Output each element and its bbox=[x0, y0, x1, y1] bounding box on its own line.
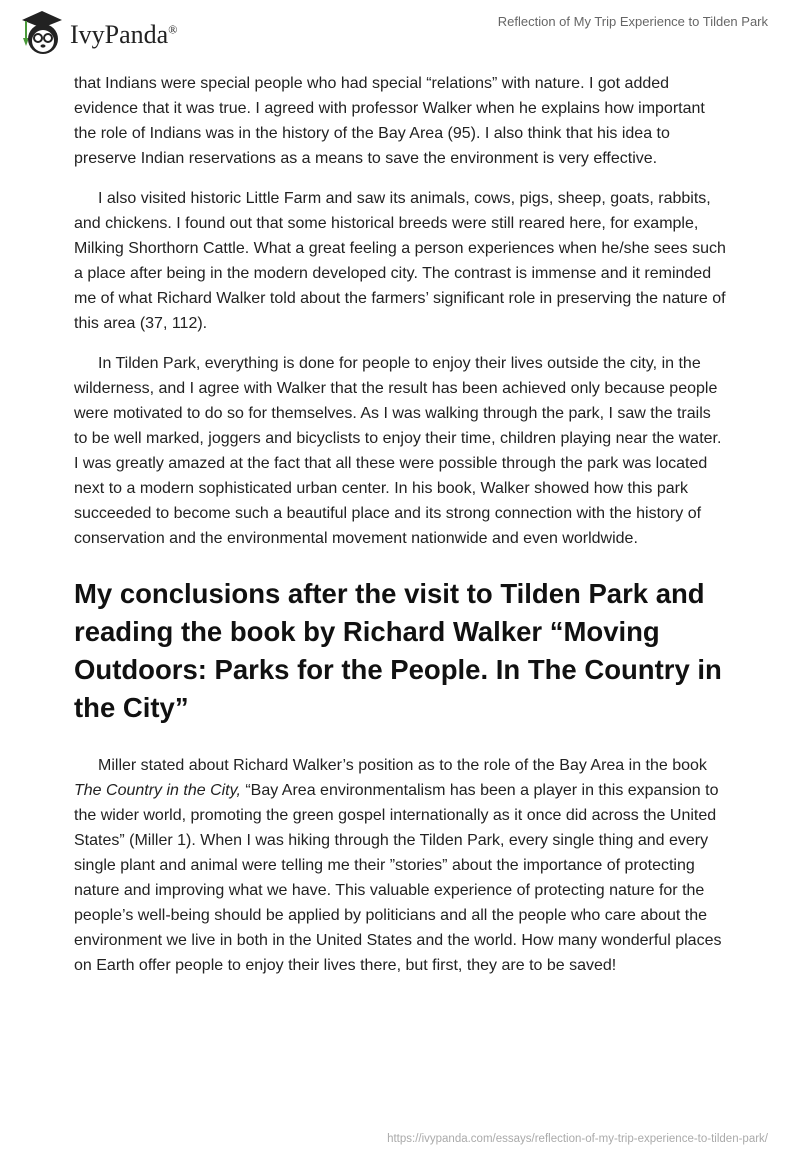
source-url[interactable]: https://ivypanda.com/essays/reflection-of-my-trip-experience-to-tilden-park/ bbox=[387, 1133, 768, 1145]
paragraph: In Tilden Park, everything is done for people to enjoy their lives outside the city, in the wilderness, and I agree with Walker that the result has been achieved only because people were motivated to do so for themselves. As I was walking through the park, I saw the trails to be well marked, joggers and bicyclists to enjoy their time, children playing near the water. I was greatly amazed at the fact that all these were possible through the park was located next to a modern sophisticated urban center. In his book, Walker showed how this park succeeded to become such a beautiful place and its strong connection with the history of conservation and the environmental movement nationwide and even worldwide. bbox=[74, 355, 722, 547]
page-header bbox=[0, 0, 800, 60]
panda-logo-icon bbox=[18, 8, 64, 56]
logo-text: IvyPanda® bbox=[70, 20, 178, 49]
paragraph: I also visited historic Little Farm and saw its animals, cows, pigs, sheep, goats, rabbits, and chickens. I found out that some historical breeds were still reared here, for example, Milking Shorthorn Cattle. What a great feeling a person experiences when he/she sees such a place after being in the modern developed city. The contrast is immense and it reminded me of what Richard Walker told about the farmers’ significant role in preserving the nature of this area (37, 112). bbox=[74, 190, 726, 332]
section-heading: My conclusions after the visit to Tilden Park and reading the book by Richard Walker “Moving Outdoors: Parks for the People. In The Country in the City” bbox=[74, 578, 722, 723]
paragraph: that Indians were special people who had special “relations” with nature. I got added evidence that it was true. I agreed with professor Walker when he explains how important the role of Indians was in the history of the Bay Area (95). I also think that his idea to preserve Indian reservations as a means to save the environment is very effective. bbox=[74, 75, 705, 167]
document-title: Reflection of My Trip Experience to Tilden Park bbox=[497, 14, 768, 29]
logo[interactable] bbox=[18, 8, 177, 56]
essay-body bbox=[74, 71, 728, 993]
paragraph: Miller stated about Richard Walker’s position as to the role of the Bay Area in the book The Country in the City, “Bay Area environmentalism has been a player in this expansion to the wider world, promoting the green gospel internationally as it once did across the United States” (Miller 1). When I was hiking through the Tilden Park, every single thing and every single plant and animal were telling me their ”stories” about the importance of protecting nature and improving what we have. This valuable experience of protecting nature for the people’s well-being should be applied by politicians and all the people who care about the environment we live in both in the United States and the world. How many wonderful places on Earth offer people to enjoy their lives there, but first, they are to be saved! bbox=[74, 757, 722, 974]
